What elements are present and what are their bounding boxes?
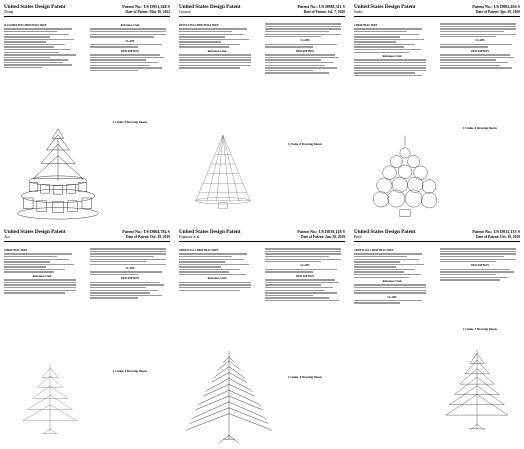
patent-sheet-3: [350, 0, 524, 224]
description-heading: DESCRIPTION: [470, 264, 490, 268]
tree-figure-illuminated: [10, 124, 106, 222]
left-column: [179, 22, 255, 117]
patent-number: Patent No.: US D832,133 S: [472, 229, 520, 234]
tree-figure-artificial-pine: [179, 349, 279, 447]
drawing-sheets-caption: 1 Claim, 8 Drawing Sheets: [288, 375, 322, 379]
drawing-sheets-caption: 1 Claim, 6 Drawing Sheets: [463, 126, 497, 130]
patent-date: Date of Patent: Jul. 7, 2020: [303, 10, 345, 14]
claim-heading: CLAIM: [300, 264, 310, 268]
description-heading: DESCRIPTION: [295, 49, 315, 53]
patent-header: [354, 229, 520, 245]
tree-figure-artificial-tiered: [434, 337, 520, 445]
patent-sheet-4: [0, 225, 174, 449]
patent-inventor: Ayo: [4, 235, 10, 239]
references-heading: References Cited: [32, 274, 52, 278]
patent-title: United States Design Patent: [4, 4, 66, 10]
patent-number: Patent No.: US D951,348 S: [122, 4, 170, 9]
right-column: [90, 247, 170, 367]
references-heading: References Cited: [382, 54, 402, 58]
references-heading: References Cited: [207, 49, 227, 53]
patent-number: Patent No.: US D839,128 S: [297, 229, 345, 234]
right-column: [440, 22, 520, 124]
drawing-sheets-caption: 1 Claim, 8 Drawing Sheets: [113, 369, 147, 373]
design-title: ILLUMINATED CHRISTMAS TREE: [4, 24, 47, 27]
claim-heading: CLAIM: [475, 39, 485, 43]
patent-number: Patent No.: US D882,456 S: [472, 4, 520, 9]
references-heading: References Cited: [382, 279, 402, 283]
design-title: CHRISTMAS TREE: [4, 249, 28, 252]
patent-sheet-5: [175, 225, 349, 449]
right-column: [90, 22, 170, 122]
patent-number: Patent No.: US D864,784 S: [122, 229, 170, 234]
patent-header: [179, 4, 345, 20]
patent-inventor: Custead: [179, 10, 191, 14]
references-heading: References Cited: [207, 277, 227, 281]
description-heading: DESCRIPTION: [470, 49, 490, 53]
drawing-sheets-caption: 1 Claim, 2 Drawing Sheets: [463, 327, 497, 331]
patent-header: [4, 229, 170, 245]
tree-figure-revolving: [183, 124, 263, 220]
header-rule: [354, 16, 520, 17]
patent-sheet-1: [0, 0, 174, 224]
references-heading: References Cited: [120, 24, 140, 27]
patent-title: United States Design Patent: [354, 4, 416, 10]
patent-inventor: Bach: [354, 235, 362, 239]
description-heading: DESCRIPTION: [120, 49, 140, 53]
tree-figure-wire: [10, 353, 90, 447]
left-column: [354, 247, 430, 357]
patent-title: United States Design Patent: [179, 4, 241, 10]
patent-number: Patent No.: US D889,311 S: [297, 4, 345, 9]
left-column: [354, 22, 430, 132]
header-rule: [179, 241, 345, 242]
patent-date: Date of Patent: Oct. 30, 2018: [475, 235, 520, 239]
design-title: REVOLVING CHRISTMAS TREE: [179, 24, 219, 27]
patent-title: United States Design Patent: [179, 229, 241, 235]
description-heading: DESCRIPTION: [120, 277, 140, 281]
header-rule: [179, 16, 345, 17]
drawing-sheets-caption: 1 Claim, 8 Drawing Sheets: [288, 142, 322, 146]
patent-date: Date of Patent: May 10, 2022: [125, 10, 170, 14]
patent-inventor: Zhang: [4, 10, 14, 14]
description-heading: DESCRIPTION: [295, 274, 315, 278]
patent-header: [179, 229, 345, 245]
patent-title: United States Design Patent: [4, 229, 66, 235]
patent-sheet-6: [350, 225, 524, 449]
claim-heading: CLAIM: [387, 295, 397, 299]
left-column: [4, 22, 80, 112]
left-column: [4, 247, 80, 351]
design-title: ARTIFICIAL CHRISTMAS TREE: [179, 249, 219, 252]
right-column: [440, 247, 520, 325]
header-rule: [4, 241, 170, 242]
claim-heading: CLAIM: [125, 39, 135, 43]
header-rule: [4, 16, 170, 17]
patent-date: Date of Patent: Apr. 28, 2020: [475, 10, 520, 14]
design-title: CHRISTMAS TREE: [354, 24, 378, 27]
patent-header: [354, 4, 520, 20]
claim-heading: CLAIM: [125, 267, 135, 271]
left-column: [179, 247, 255, 343]
patent-inventor: Espinoza et al.: [179, 235, 201, 239]
claim-heading: CLAIM: [300, 39, 310, 43]
patent-date: Date of Patent: Oct. 29, 2019: [125, 235, 170, 239]
design-title: ARTIFICIAL CHRISTMAS TREE: [354, 249, 394, 252]
drawing-sheets-caption: 1 Claim, 9 Drawing Sheets: [113, 120, 147, 124]
patent-inventor: Saoke: [354, 10, 363, 14]
patent-sheet-2: [175, 0, 349, 224]
right-column: [265, 22, 345, 140]
patent-date: Date of Patent: Jan. 29, 2019: [300, 235, 345, 239]
header-rule: [354, 241, 520, 242]
tree-figure-ornament: [362, 132, 448, 222]
patent-header: [4, 4, 170, 20]
patent-title: United States Design Patent: [354, 229, 416, 235]
